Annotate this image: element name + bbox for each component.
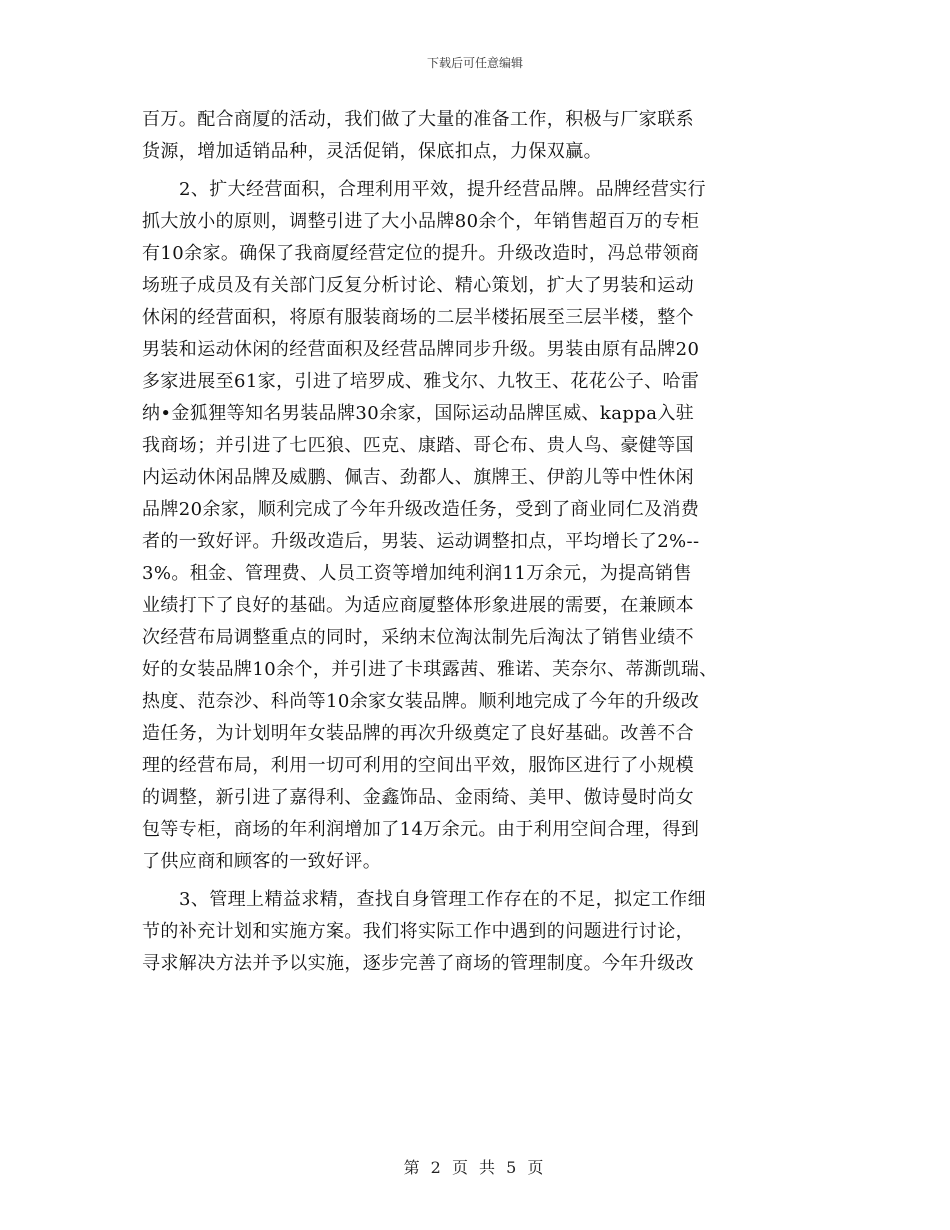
text-line: 理的经营布局，利用一切可利用的空间出平效，服饰区进行了小规模 (142, 755, 694, 776)
text-line: 了供应商和顾客的一致好评。 (142, 851, 382, 872)
text-line: 寻求解决方法并予以实施，逐步完善了商场的管理制度。今年升级改 (142, 953, 694, 974)
text-line: 节的补充计划和实施方案。我们将实际工作中遇到的问题进行讨论， (142, 921, 694, 942)
text-line: 多家进展至61家，引进了培罗成、雅戈尔、九牧王、花花公子、哈雷 (142, 371, 700, 392)
document-body (142, 104, 822, 980)
text-line: 我商场；并引进了七匹狼、匹克、康踏、哥仑布、贵人鸟、豪健等国 (142, 435, 694, 456)
text-line: 造任务，为计划明年女装品牌的再次升级奠定了良好基础。改善不合 (142, 723, 694, 744)
paragraph-start-line: 2、扩大经营面积，合理利用平效，提升经营品牌。品牌经营实行 (179, 179, 707, 200)
page-number-footer: 第 2 页 共 5 页 (403, 1158, 547, 1177)
text-line: 男装和运动休闲的经营面积及经营品牌同步升级。男装由原有品牌20 (142, 339, 700, 360)
text-line: 热度、范奈沙、科尚等10余家女装品牌。顺利地完成了今年的升级改 (142, 691, 700, 712)
text-line: 纳•金狐狸等知名男装品牌30余家，国际运动品牌匡威、kappa入驻 (142, 403, 695, 424)
text-line: 的调整，新引进了嘉得利、金鑫饰品、金雨绮、美甲、傲诗曼时尚女 (142, 787, 694, 808)
page-header: 下载后可任意编辑 (426, 56, 523, 70)
text-line: 有10余家。确保了我商厦经营定位的提升。升级改造时，冯总带领商 (142, 243, 700, 264)
text-line: 百万。配合商厦的活动，我们做了大量的准备工作，积极与厂家联系 (142, 109, 694, 130)
text-line: 品牌20余家，顺利完成了今年升级改造任务，受到了商业同仁及消费 (142, 499, 700, 520)
text-line: 抓大放小的原则，调整引进了大小品牌80余个，年销售超百万的专柜 (142, 211, 700, 232)
text-line: 次经营布局调整重点的同时，采纳末位淘汰制先后淘汰了销售业绩不 (142, 627, 694, 648)
text-line: 好的女装品牌10余个，并引进了卡琪露茜、雅诺、芙奈尔、蒂澌凯瑞、 (142, 659, 718, 680)
text-line: 者的一致好评。升级改造后，男装、运动调整扣点，平均增长了2%-- (142, 531, 700, 552)
text-line: 业绩打下了良好的基础。为适应商厦整体形象进展的需要，在兼顾本 (142, 595, 694, 616)
text-line: 休闲的经营面积，将原有服装商场的二层半楼拓展至三层半楼，整个 (142, 307, 694, 328)
text-line: 货源，增加适销品种，灵活促销，保底扣点，力保双赢。 (142, 141, 602, 162)
text-line: 3%。租金、管理费、人员工资等增加纯利润11万余元，为提高销售 (142, 563, 692, 584)
text-line: 场班子成员及有关部门反复分析讨论、精心策划，扩大了男装和运动 (142, 275, 694, 296)
text-line: 包等专柜，商场的年利润增加了14万余元。由于利用空间合理，得到 (142, 819, 700, 840)
paragraph-start-line: 3、管理上精益求精，查找自身管理工作存在的不足，拟定工作细 (179, 889, 707, 910)
text-line: 内运动休闲品牌及威鹏、佩吉、劲都人、旗牌王、伊韵儿等中性休闲 (142, 467, 694, 488)
